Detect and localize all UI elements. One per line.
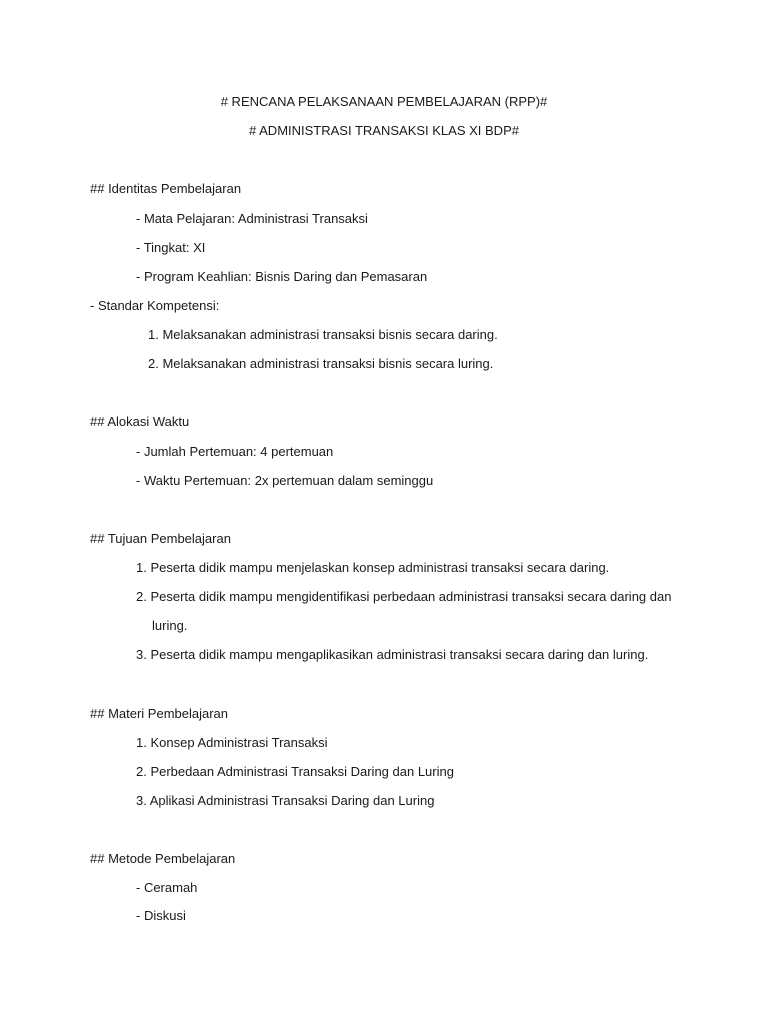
list-item: 2. Melaksanakan administrasi transaksi bisnis secara luring. [148,356,494,371]
list-item: - Ceramah [136,880,198,895]
list-item: - Tingkat: XI [136,240,206,255]
section-heading-alokasi: ## Alokasi Waktu [90,414,190,429]
section-heading-identitas: ## Identitas Pembelajaran [90,181,242,196]
list-item: - Waktu Pertemuan: 2x pertemuan dalam seminggu [136,473,434,488]
list-item: 2. Peserta didik mampu mengidentifikasi perbedaan administrasi transaksi secara daring dan [136,589,672,604]
section-heading-metode: ## Metode Pembelajaran [90,851,236,866]
section-heading-materi: ## Materi Pembelajaran [90,706,229,721]
list-item: 2. Perbedaan Administrasi Transaksi Daring dan Luring [136,764,454,779]
section-heading-tujuan: ## Tujuan Pembelajaran [90,531,231,546]
list-item: - Mata Pelajaran: Administrasi Transaksi [136,211,368,226]
list-item: - Jumlah Pertemuan: 4 pertemuan [136,444,334,459]
list-item: - Program Keahlian: Bisnis Daring dan Pemasaran [136,269,428,284]
list-item: 1. Konsep Administrasi Transaksi [136,735,328,750]
list-item: 1. Peserta didik mampu menjelaskan konsep administrasi transaksi secara daring. [136,560,610,575]
list-item: - Diskusi [136,908,186,923]
list-item: 3. Peserta didik mampu mengaplikasikan administrasi transaksi secara daring dan luring. [136,647,649,662]
document-title-line-1: # RENCANA PELAKSANAAN PEMBELAJARAN (RPP)# [220,94,548,109]
list-item-continuation: luring. [152,618,188,633]
list-item: 1. Melaksanakan administrasi transaksi bisnis secara daring. [148,327,498,342]
standar-kompetensi-label: - Standar Kompetensi: [90,298,220,313]
document-title-line-2: # ADMINISTRASI TRANSAKSI KLAS XI BDP# [249,123,519,138]
list-item: 3. Aplikasi Administrasi Transaksi Daring dan Luring [136,793,435,808]
